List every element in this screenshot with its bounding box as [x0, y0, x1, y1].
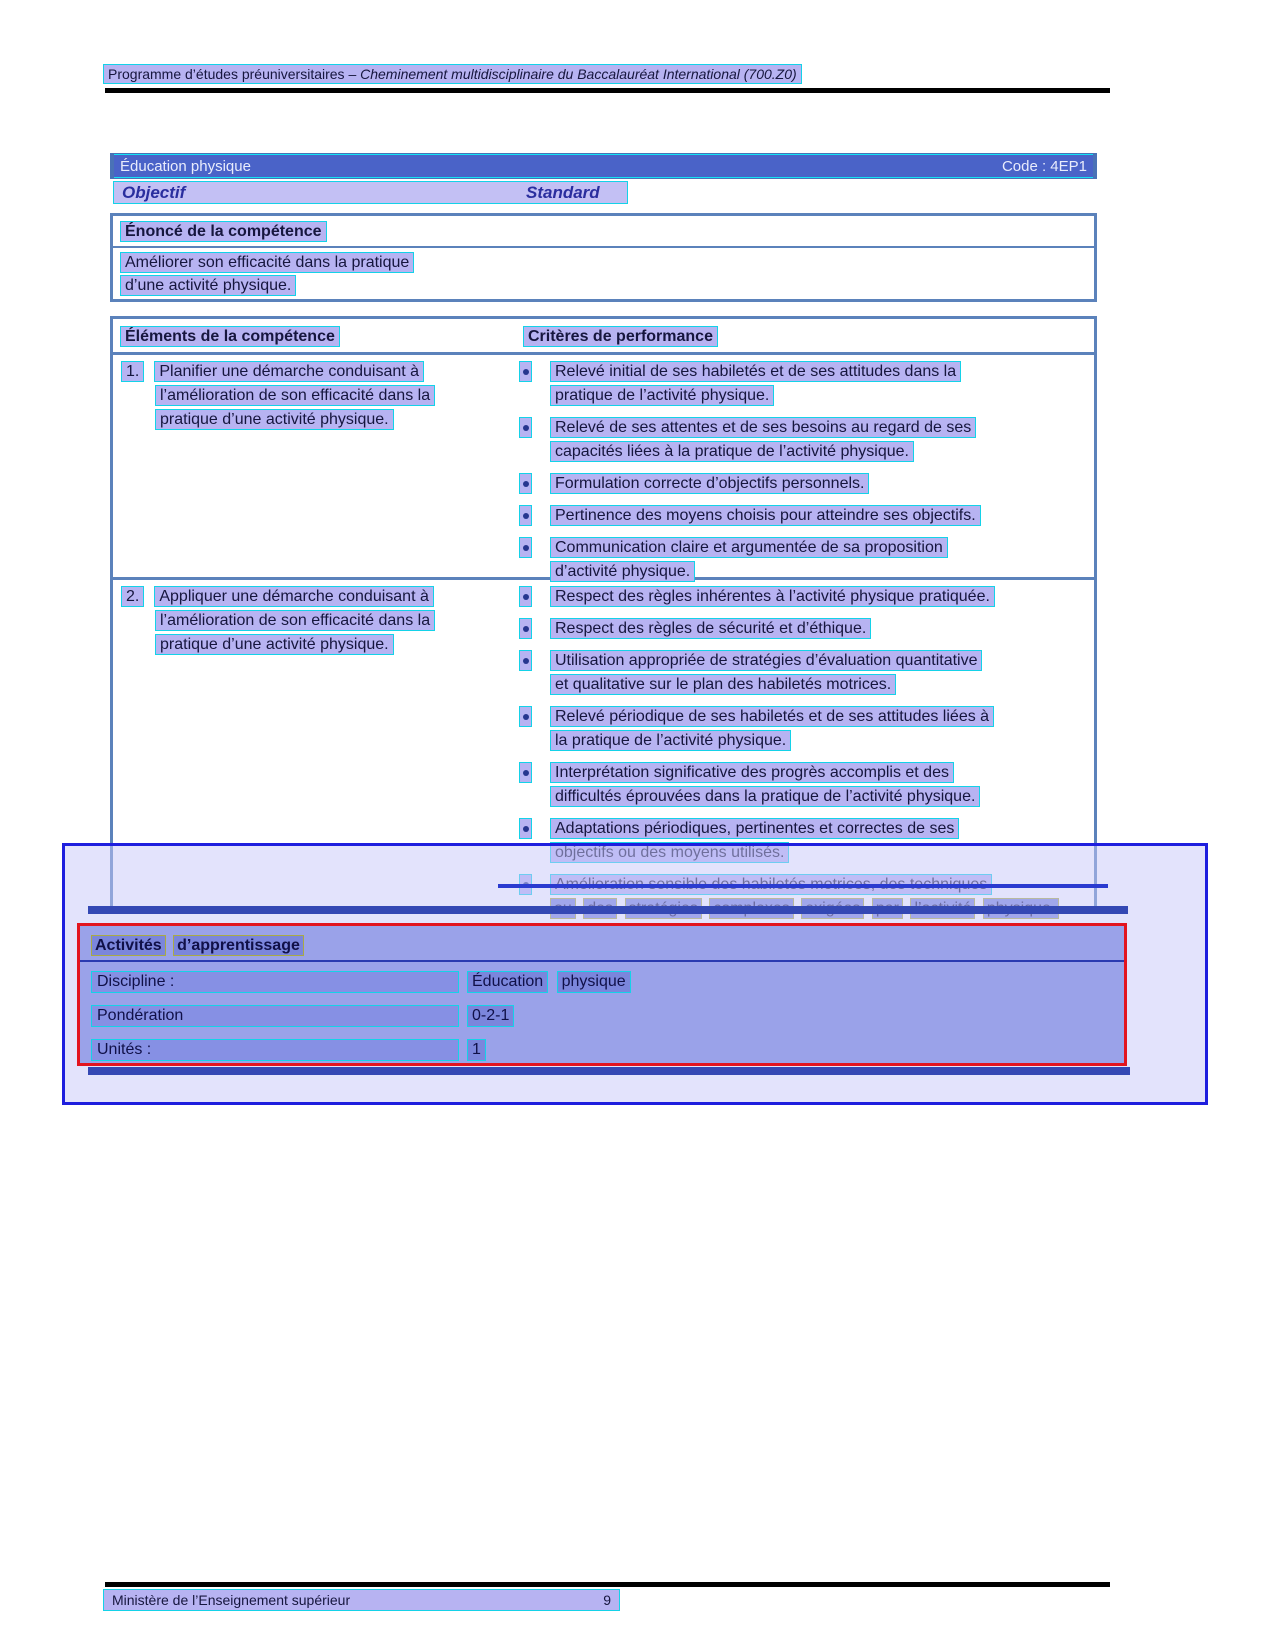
enonce-title: Énoncé de la compétence: [120, 221, 327, 242]
element-line: Appliquer une démarche conduisant à: [154, 586, 434, 607]
criteria-cell: [515, 355, 1094, 580]
criterion-line: Relevé de ses attentes et de ses besoins au regard de ses: [550, 417, 976, 438]
ponderation-label: Pondération: [91, 1005, 459, 1027]
course-code: Code : 4EP1: [1001, 157, 1087, 175]
footer-rule: [105, 1582, 1110, 1587]
criteres-header: Critères de performance: [523, 326, 718, 347]
table-row-1: [113, 355, 1094, 580]
ponderation-value: 0-2-1: [467, 1005, 514, 1027]
element-cell: [113, 355, 515, 577]
annotation-divider-line: [498, 884, 1108, 888]
header-highlight: [103, 64, 802, 84]
bullet-icon: [519, 818, 532, 839]
criterion-line: Communication claire et argumentée de sa proposition: [550, 537, 948, 558]
bullet-icon: [519, 505, 532, 526]
criterion-line: Relevé initial de ses habiletés et de ses attitudes dans la: [550, 361, 961, 382]
document-footer: [103, 1589, 620, 1611]
header-text-regular: Programme d’études préuniversitaires –: [108, 66, 361, 82]
criterion-line: Utilisation appropriée de stratégies d’évaluation quantitative: [550, 650, 982, 671]
header-text-italic: Cheminement multidisciplinaire du Baccalauréat International (700.Z0): [360, 66, 797, 82]
criterion-line: capacités liées à la pratique de l’activité physique.: [550, 441, 914, 462]
activities-table: [77, 923, 1127, 1066]
criterion-item: [519, 586, 1094, 610]
discipline-label: Discipline :: [91, 971, 459, 993]
bullet-icon: [519, 473, 532, 494]
element-line: Planifier une démarche conduisant à: [154, 361, 424, 382]
activities-row-unites: [91, 1039, 490, 1061]
bullet-icon: [519, 762, 532, 783]
criterion-line: et qualitative sur le plan des habiletés motrices.: [550, 674, 896, 695]
bullet-icon: [519, 618, 532, 639]
competence-table: [110, 316, 1097, 913]
discipline-value: physique: [557, 971, 631, 993]
criterion-line: Formulation correcte d’objectifs personnels.: [550, 473, 869, 494]
objectif-standard-row: [113, 181, 628, 204]
objectif-label: Objectif: [122, 183, 186, 202]
discipline-value: Éducation: [467, 971, 548, 993]
word-box: Activités: [91, 935, 166, 956]
activities-separator: [80, 960, 1124, 962]
criterion-item: [519, 706, 1094, 754]
criterion-line: difficultés éprouvées dans la pratique de l’activité physique.: [550, 786, 980, 807]
subject-title: Éducation physique: [120, 157, 251, 175]
enonce-line: d’une activité physique.: [120, 275, 296, 296]
criterion-item: [519, 762, 1094, 810]
enonce-body: [113, 248, 1094, 296]
criterion-item: [519, 618, 1094, 642]
element-number: 1.: [121, 361, 144, 382]
standard-label: Standard: [526, 183, 600, 202]
annotation-underline-bar: [88, 1067, 1130, 1075]
activities-row-ponderation: [91, 1005, 518, 1027]
criterion-item: [519, 473, 1094, 497]
enonce-box: [110, 213, 1097, 302]
enonce-line: Améliorer son efficacité dans la pratique: [120, 252, 414, 273]
criterion-line: Relevé périodique de ses habiletés et de ses attitudes liées à: [550, 706, 994, 727]
criterion-item: [519, 650, 1094, 698]
element-number: 2.: [121, 586, 144, 607]
bullet-icon: [519, 417, 532, 438]
enonce-header: [113, 216, 1094, 248]
criterion-line: Respect des règles inhérentes à l’activité physique pratiquée.: [550, 586, 995, 607]
criterion-line: Adaptations périodiques, pertinentes et correctes de ses: [550, 818, 959, 839]
document-header: [103, 64, 802, 84]
annotation-underline-bar: [88, 906, 1128, 914]
criterion-line: pratique de l’activité physique.: [550, 385, 774, 406]
bullet-icon: [519, 361, 532, 382]
activities-row-discipline: [91, 971, 635, 993]
criterion-item: [519, 505, 1094, 529]
element-line: pratique d’une activité physique.: [155, 634, 394, 655]
criterion-item: [519, 417, 1094, 465]
element-line: l’amélioration de son efficacité dans la: [155, 610, 435, 631]
criterion-line: Pertinence des moyens choisis pour atteindre ses objectifs.: [550, 505, 981, 526]
criterion-item: [519, 361, 1094, 409]
criterion-line: d’activité physique.: [550, 561, 695, 582]
word-box: d’apprentissage: [173, 935, 304, 956]
elements-header: Éléments de la compétence: [120, 326, 340, 347]
bullet-icon: [519, 537, 532, 558]
header-rule: [105, 88, 1110, 93]
element-line: l’amélioration de son efficacité dans la: [155, 385, 435, 406]
unites-value: 1: [467, 1039, 486, 1061]
criterion-item: [519, 537, 1094, 585]
bullet-icon: [519, 706, 532, 727]
criterion-line: la pratique de l’activité physique.: [550, 730, 791, 751]
activities-title: [91, 935, 307, 956]
footer-page-number: 9: [603, 1592, 611, 1608]
bullet-icon: [519, 650, 532, 671]
element-line: pratique d’une activité physique.: [155, 409, 394, 430]
title-bar: [110, 153, 1097, 179]
competence-table-header: [113, 319, 1094, 355]
unites-label: Unités :: [91, 1039, 459, 1061]
criterion-line: Respect des règles de sécurité et d’éthique.: [550, 618, 871, 639]
bullet-icon: [519, 586, 532, 607]
footer-ministry: Ministère de l’Enseignement supérieur: [112, 1592, 351, 1608]
title-bar-highlight: [114, 154, 1093, 178]
criterion-line: Interprétation significative des progrès accomplis et des: [550, 762, 954, 783]
